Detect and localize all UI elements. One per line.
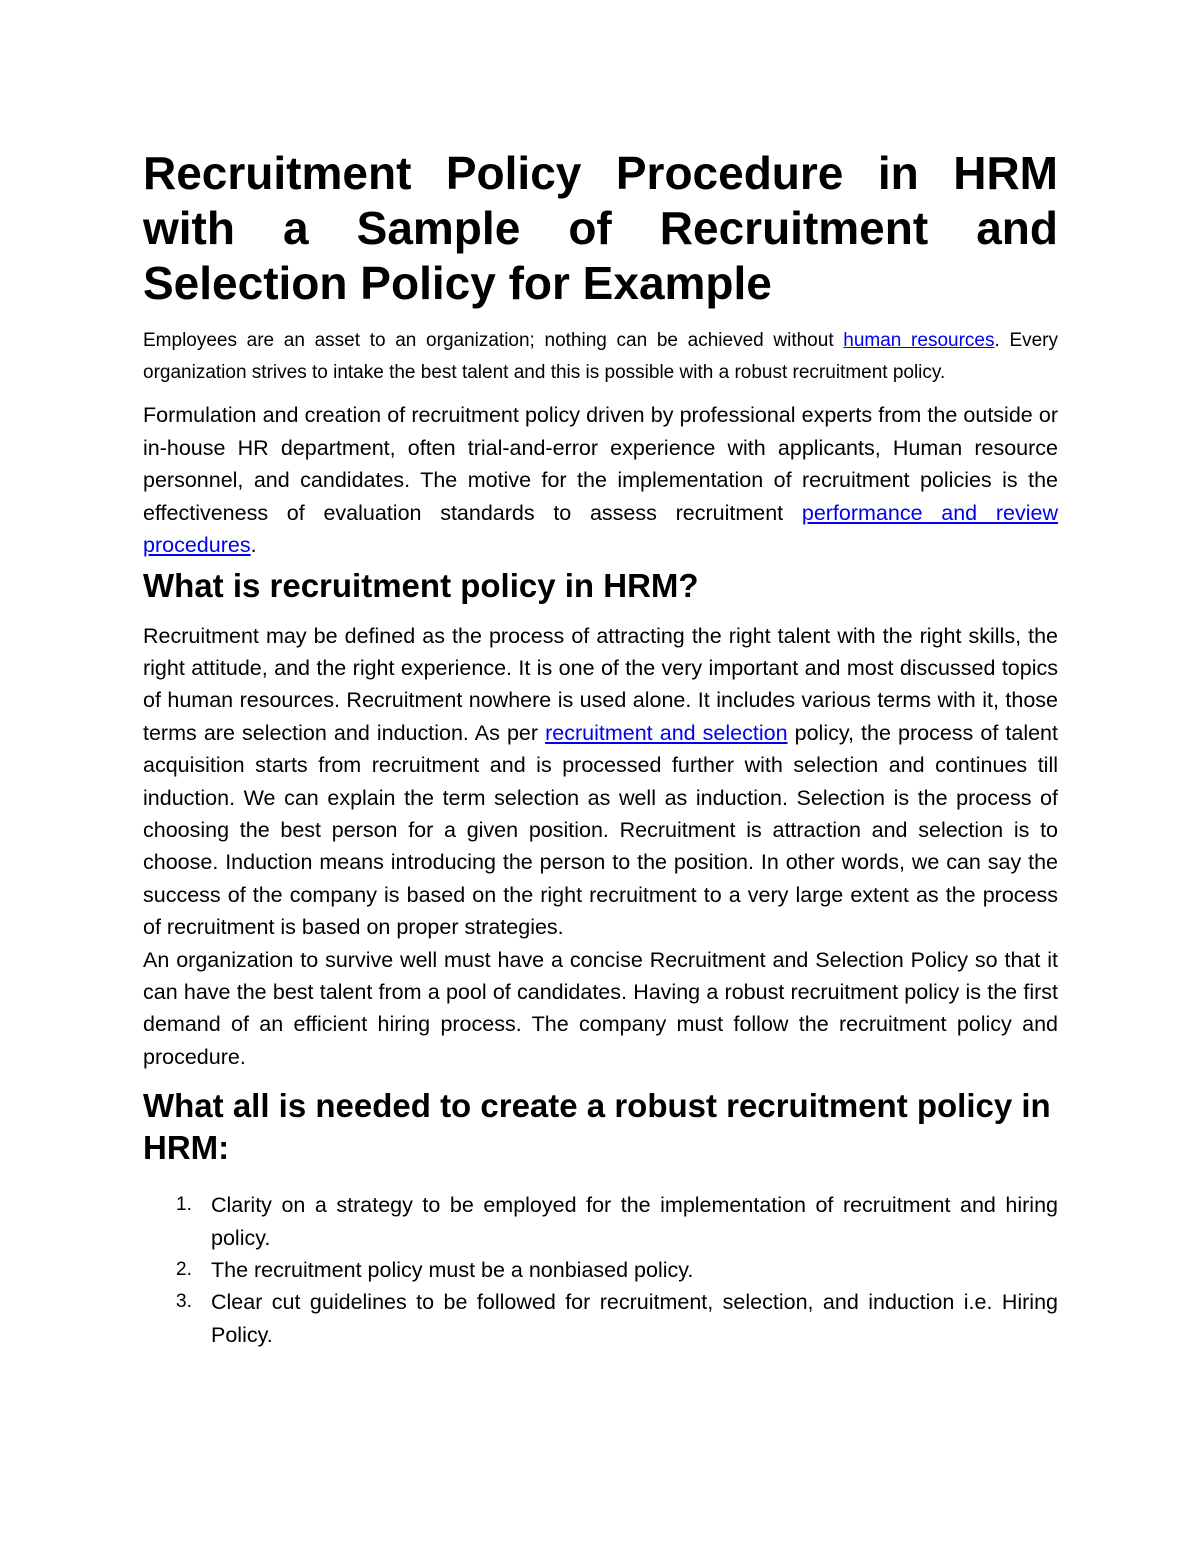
formulation-text-after: . bbox=[250, 533, 257, 557]
list-item-text: The recruitment policy must be a nonbiased policy. bbox=[211, 1258, 694, 1282]
list-item bbox=[143, 1189, 1058, 1254]
list-item bbox=[143, 1254, 1058, 1286]
definition-text-before: Recruitment may be defined as the process of attracting the right talent with the right skills, the right attitude, and the right experience. It is one of the very important and most discussed topics of human resources. Recruitment nowhere is used alone. It includes various terms with it, those terms are selection and induction. As per bbox=[143, 623, 1058, 745]
list-item-number: 3. bbox=[176, 1291, 192, 1313]
recruitment-definition-paragraph bbox=[143, 620, 1058, 944]
list-item-text: Clarity on a strategy to be employed for the implementation of recruitment and hiring policy. bbox=[211, 1193, 1058, 1250]
page-title: Recruitment Policy Procedure in HRM with a Sample of Recruitment and Selection Policy for Example bbox=[143, 147, 1058, 309]
list-item bbox=[143, 1286, 1058, 1351]
organization-survival-paragraph: An organization to survive well must have a concise Recruitment and Selection Policy so that it can have the best talent from a pool of candidates. Having a robust recruitment policy is the first demand of an efficient hiring process. The company must follow the recruitment policy and procedure. bbox=[143, 947, 1058, 1069]
document-page bbox=[143, 146, 1058, 1351]
list-item-number: 1. bbox=[176, 1194, 192, 1216]
formulation-paragraph bbox=[143, 399, 1058, 562]
formulation-text-before: Formulation and creation of recruitment policy driven by professional experts from the outside or in-house HR department, often trial-and-error experience with applicants, Human resource personnel, and candidates. The motive for the implementation of recruitment policies is the effectiveness of evaluation standards to assess recruitment bbox=[143, 403, 1058, 525]
list-item-number: 2. bbox=[176, 1259, 192, 1280]
section-heading-robust-policy: What all is needed to create a robust recruitment policy in HRM: bbox=[143, 1087, 1051, 1167]
requirements-list bbox=[143, 1189, 1058, 1351]
list-item-text: Clear cut guidelines to be followed for recruitment, selection, and induction i.e. Hiring Policy. bbox=[211, 1290, 1058, 1347]
definition-text-after: policy, the process of talent acquisition starts from recruitment and is processed further with selection and continues till induction. We can explain the term selection as well as induction. Selection is the process of choosing the best person for a given position. Recruitment is attraction and selection is to choose. Induction means introducing the person to the position. In other words, we can say the success of the company is based on the right recruitment to a very large extent as the process of recruitment is based on proper strategies. bbox=[143, 720, 1058, 940]
performance-review-link[interactable]: performance and review procedures bbox=[143, 500, 1058, 557]
human-resources-link[interactable]: human resources bbox=[843, 330, 995, 351]
recruitment-selection-link[interactable]: recruitment and selection bbox=[545, 720, 788, 745]
intro-text-after: . Every organization strives to intake the best talent and this is possible with a robust recruitment policy. bbox=[143, 330, 1059, 383]
intro-text-before: Employees are an asset to an organization; nothing can be achieved without bbox=[143, 330, 844, 351]
section-heading-recruitment-policy: What is recruitment policy in HRM? bbox=[143, 566, 699, 604]
intro-paragraph bbox=[143, 325, 1058, 389]
